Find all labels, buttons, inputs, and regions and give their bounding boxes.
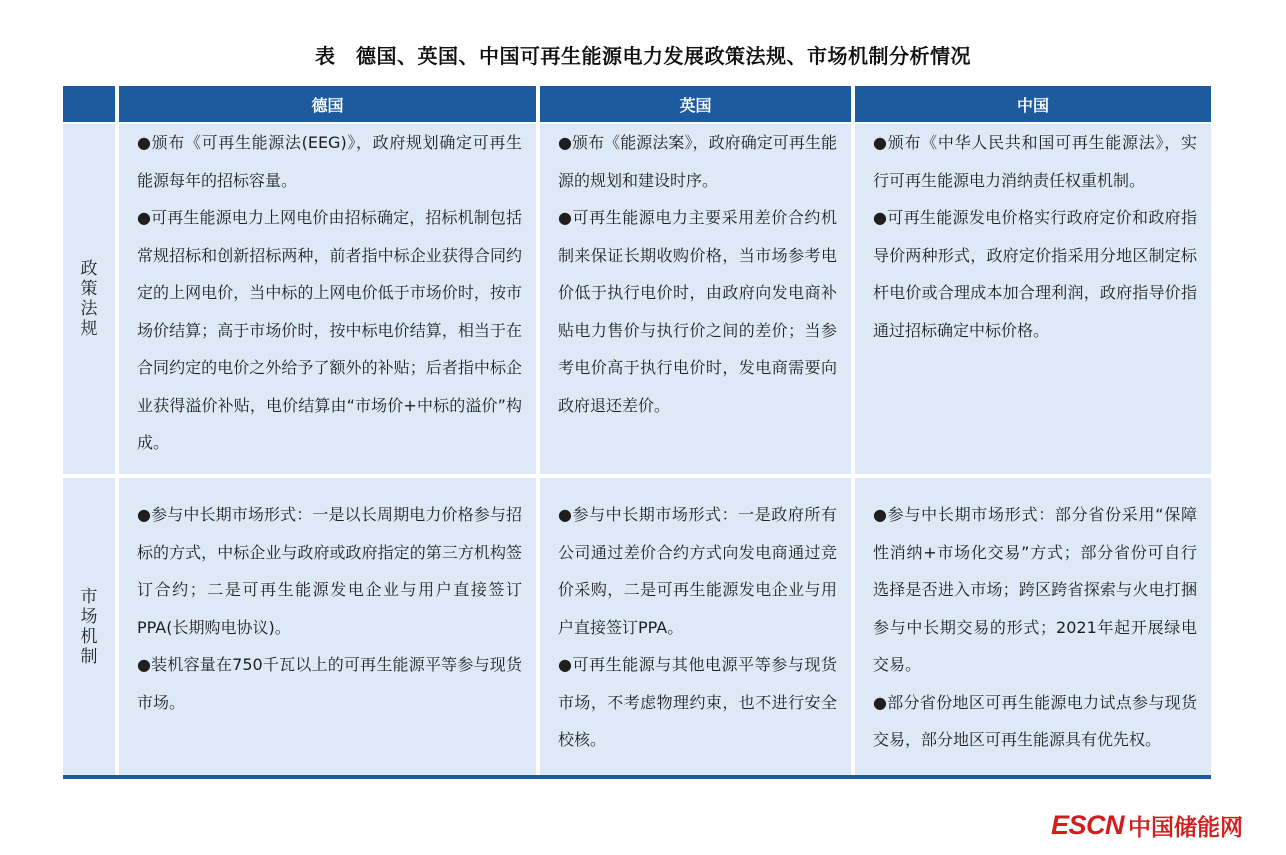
market-uk-p2: ●可再生能源与其他电源平等参与现货市场，不考虑物理约束，也不进行安全校核。 [558,655,837,749]
comparison-table [63,86,1211,779]
escn-logo [1051,808,1243,842]
row-label-policy [63,124,115,474]
policy-uk-p1: ●颁布《能源法案》，政府确定可再生能源的规划和建设时序。 [558,133,837,190]
policy-china-p2: ●可再生能源发电价格实行政府定价和政府指导价两种形式，政府定价指采用分地区制定标杆电价或合理成本加合理利润，政府指导价指通过招标确定中标价格。 [873,208,1197,340]
market-uk-p1: ●参与中长期市场形式：一是政府所有公司通过差价合约方式向发电商通过竞价采购，二是可再生能源发电企业与用户直接签订PPA。 [558,505,837,637]
policy-germany-p2: ●可再生能源电力上网电价由招标确定，招标机制包括常规招标和创新招标两种，前者指中标企业获得合同约定的上网电价，当中标的上网电价低于市场价时，按市场价结算；高于市场价时，按中标电价结算，相当于在合同约定的电价之外给予了额外的补贴；后者指中标企业获得溢价补贴，电价结算由“市场价+中标的溢价”构成。 [137,208,522,452]
policy-uk-p2: ●可再生能源电力主要采用差价合约机制来保证长期收购价格，当市场参考电价低于执行电价时，由政府向发电商补贴电力售价与执行价之间的差价；当参考电价高于执行电价时，发电商需要向政府退还差价。 [558,208,837,415]
table-title: 表 德国、英国、中国可再生能源电力发展政策法规、市场机制分析情况 [315,44,971,68]
policy-germany-p1: ●颁布《可再生能源法(EEG)》，政府规划确定可再生能源每年的招标容量。 [137,133,522,190]
logo-cn-text: 中国储能网 [1128,814,1244,841]
cell-market-uk [540,478,851,775]
row-label-market [63,478,115,775]
cell-policy-germany [119,124,536,474]
row-label-market-text: 市场机制 [80,586,98,667]
logo-en-text: ESCN [1051,809,1125,840]
header-uk: 英国 [540,86,851,122]
header-corner [63,86,115,122]
cell-market-germany [119,478,536,775]
header-china: 中国 [855,86,1211,122]
row-label-policy-text: 政策法规 [80,259,98,339]
market-germany-p1: ●参与中长期市场形式：一是以长周期电力价格参与招标的方式，中标企业与政府或政府指定的第三方机构签订合约；二是可再生能源发电企业与用户直接签订PPA(长期购电协议)。 [137,505,522,637]
cell-policy-uk [540,124,851,474]
header-germany: 德国 [119,86,536,122]
policy-china-p1: ●颁布《中华人民共和国可再生能源法》，实行可再生能源电力消纳责任权重机制。 [873,133,1197,190]
market-china-p1: ●参与中长期市场形式：部分省份采用“保障性消纳+市场化交易”方式；部分省份可自行选择是否进入市场；跨区跨省探索与火电打捆参与中长期交易的形式；2021年起开展绿电交易。 [873,505,1197,674]
market-china-p2: ●部分省份地区可再生能源电力试点参与现货交易，部分地区可再生能源具有优先权。 [873,692,1197,749]
cell-policy-china [855,124,1211,474]
cell-market-china [855,478,1211,775]
market-germany-p2: ●装机容量在750千瓦以上的可再生能源平等参与现货市场。 [137,655,522,712]
